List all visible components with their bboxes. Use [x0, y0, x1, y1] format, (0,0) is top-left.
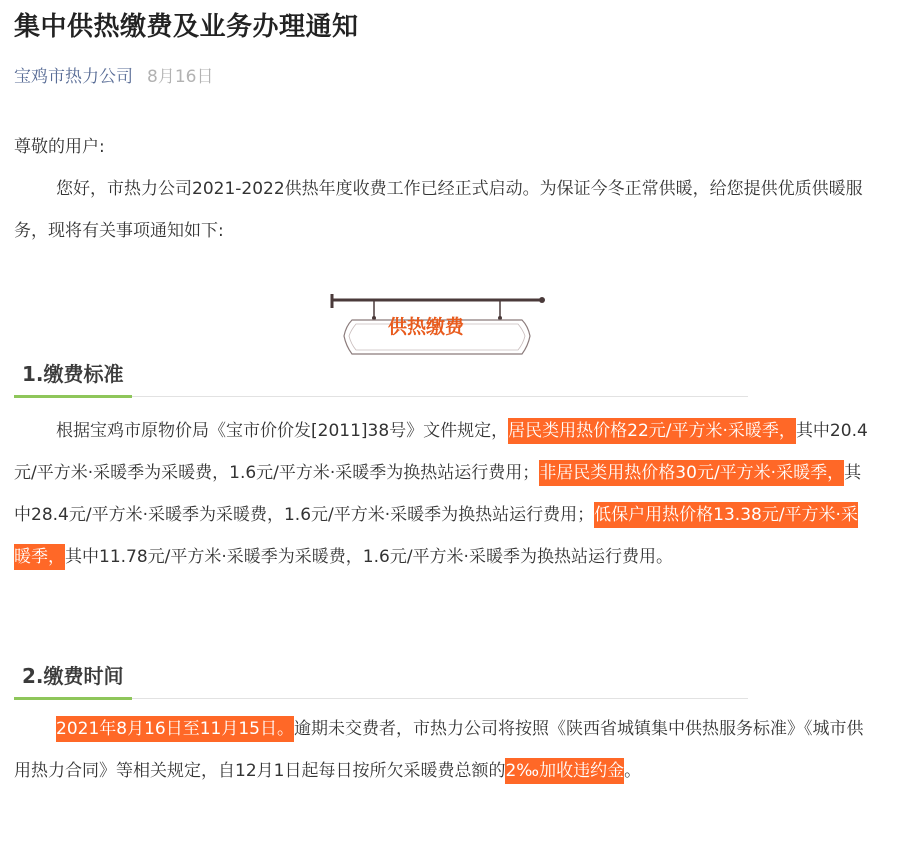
section-banner — [330, 290, 550, 362]
text-segment: 逾期未交费者，市热力公司将按照《陕西省城镇集中供热服务标准》《城市供用热力合同》等相关规定，自12月1日起每日按所欠采暖费总额的 — [14, 719, 864, 781]
greeting: 尊敬的用户: — [14, 137, 105, 157]
text-segment: 其中28.4元/平方米·采暖季为采暖费，1.6元/平方米·采暖季为换热站运行费用； — [14, 463, 862, 525]
author-link[interactable]: 宝鸡市热力公司 — [14, 67, 133, 87]
section-heading-fee-standard — [14, 358, 748, 397]
section-title: 1.缴费标准 — [14, 358, 132, 398]
banner-label: 供热缴费 — [387, 316, 464, 338]
highlight-lowincome-price: 低保户用热价格13.38元/平方米·采暖季， — [14, 502, 858, 570]
text-segment: 其中20.4元/平方米·采暖季为采暖费，1.6元/平方米·采暖季为换热站运行费用； — [14, 421, 868, 483]
article-meta — [14, 62, 213, 87]
text-segment: 根据宝鸡市原物价局《宝市价价发[2011]38号》文件规定， — [56, 421, 509, 441]
intro-paragraph: 您好，市热力公司2021-2022供热年度收费工作已经正式启动。为保证今冬正常供暖，给您提供优质供暖服务，现将有关事项通知如下: — [14, 179, 863, 241]
section-heading-fee-time — [14, 660, 748, 699]
text-segment: 其中11.78元/平方米·采暖季为采暖费，1.6元/平方米·采暖季为换热站运行费用。 — [65, 547, 673, 567]
section-title: 2.缴费时间 — [14, 660, 132, 700]
article-title: 集中供热缴费及业务办理通知 — [14, 12, 359, 42]
fee-standard-paragraph — [14, 410, 874, 578]
highlight-resident-price: 居民类用热价格22元/平方米·采暖季， — [508, 418, 796, 444]
highlight-penalty-rate: 2‰加收违约金 — [505, 758, 624, 784]
fee-time-paragraph — [14, 708, 874, 792]
highlight-payment-period: 2021年8月16日至11月15日。 — [56, 716, 294, 742]
text-segment: 。 — [624, 761, 642, 781]
publish-date: 8月16日 — [147, 67, 214, 87]
highlight-nonresident-price: 非居民类用热价格30元/平方米·采暖季， — [539, 460, 844, 486]
